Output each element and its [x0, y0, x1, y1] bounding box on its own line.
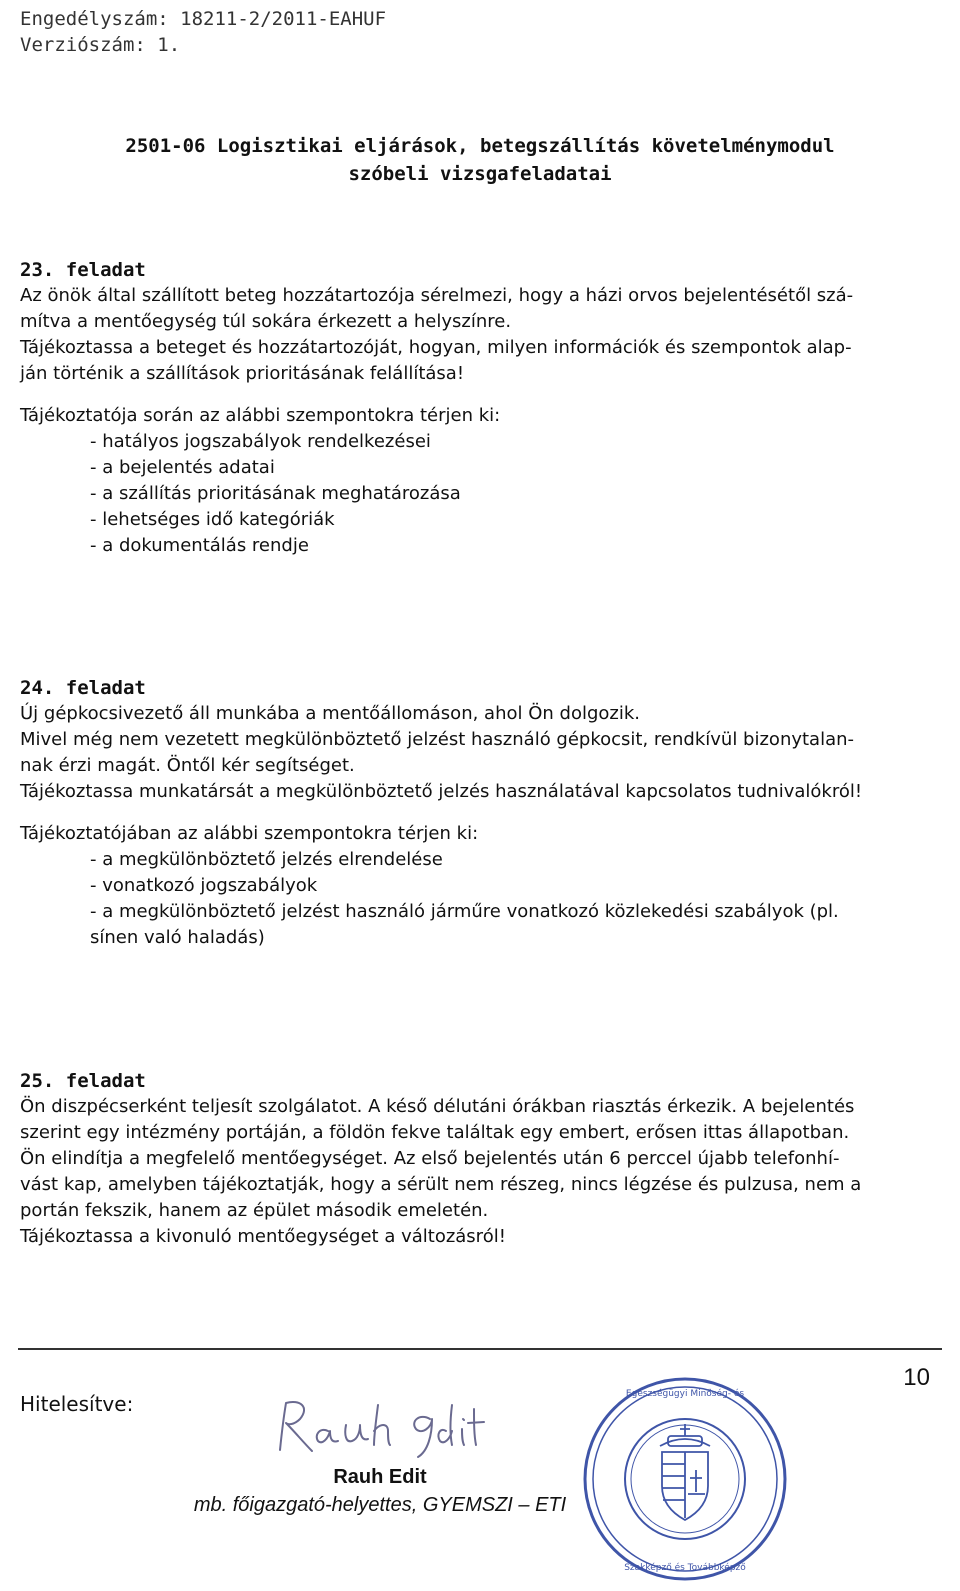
svg-text:Szakképző és Továbbképző: Szakképző és Továbbképző	[624, 1563, 746, 1573]
aspect-item: sínen való haladás)	[90, 927, 265, 948]
task-text-line: portán fekszik, hanem az épület második emeletén.	[20, 1200, 489, 1221]
page-number: 10	[903, 1364, 930, 1391]
document-header	[20, 6, 386, 58]
handwritten-signature	[270, 1395, 500, 1469]
aspects-intro: Tájékoztatója során az alábbi szempontokra térjen ki:	[20, 405, 501, 426]
license-number: Engedélyszám: 18211-2/2011-EAHUF	[20, 8, 387, 30]
task-25	[20, 1068, 938, 1250]
aspect-item: - a megkülönböztető jelzést használó járműre vonatkozó közlekedési szabályok (pl.	[90, 901, 839, 922]
version-number: Verziószám: 1.	[20, 34, 181, 56]
task-text-line: Ön diszpécserként teljesít szolgálatot. A késő délutáni órákban riasztás érkezik. A bejelentés	[20, 1096, 855, 1117]
task-text-line: szerint egy intézmény portáján, a földön fekve találtak egy embert, erősen ittas állapotban.	[20, 1122, 850, 1143]
svg-text:Egészségügyi Minőség- és: Egészségügyi Minőség- és	[625, 1389, 745, 1399]
aspects-intro: Tájékoztatójában az alábbi szempontokra térjen ki:	[20, 823, 479, 844]
task-number: 24. feladat	[20, 677, 146, 699]
task-text-line: Ön elindítja a megfelelő mentőegységet. Az első bejelentés után 6 perccel újabb telefonhí-	[20, 1148, 840, 1169]
aspect-item: - a dokumentálás rendje	[90, 535, 309, 556]
authenticated-label: Hitelesítve:	[20, 1392, 134, 1416]
task-23	[20, 257, 938, 559]
task-text-line: Tájékoztassa a beteget és hozzátartozóját, hogyan, milyen információk és szempontok alap-	[20, 337, 852, 358]
footer-divider	[18, 1348, 942, 1350]
task-number: 25. feladat	[20, 1070, 146, 1092]
task-text-line: ján történik a szállítások prioritásának felállítása!	[20, 363, 465, 384]
title-line-2: szóbeli vizsgafeladatai	[348, 163, 612, 185]
page-title	[0, 132, 960, 188]
official-seal	[580, 1374, 790, 1588]
signer-name: Rauh Edit	[333, 1466, 427, 1488]
aspect-item: - lehetséges idő kategóriák	[90, 509, 335, 530]
aspect-item: - a megkülönböztető jelzés elrendelése	[90, 849, 443, 870]
task-number: 23. feladat	[20, 259, 146, 281]
task-24	[20, 675, 938, 951]
task-text-line: vást kap, amelyben tájékoztatják, hogy a sérült nem részeg, nincs légzése és pulzusa, nem a	[20, 1174, 862, 1195]
task-text-line: Az önök által szállított beteg hozzátartozója sérelmezi, hogy a házi orvos bejelentésétől szá-	[20, 285, 854, 306]
aspect-item: - vonatkozó jogszabályok	[90, 875, 318, 896]
aspect-item: - a szállítás prioritásának meghatározása	[90, 483, 461, 504]
task-text-line: nak érzi magát. Öntől kér segítséget.	[20, 755, 355, 776]
title-line-1: 2501-06 Logisztikai eljárások, betegszállítás követelménymodul	[125, 135, 835, 157]
task-text-line: Új gépkocsivezető áll munkába a mentőállomáson, ahol Ön dolgozik.	[20, 703, 640, 724]
task-text-line: mítva a mentőegység túl sokára érkezett a helyszínre.	[20, 311, 512, 332]
aspect-item: - a bejelentés adatai	[90, 457, 275, 478]
signer-title: mb. főigazgató-helyettes, GYEMSZI – ETI	[193, 1494, 567, 1516]
task-text-line: Mivel még nem vezetett megkülönböztető jelzést használó gépkocsit, rendkívül bizonytalan-	[20, 729, 855, 750]
task-text-line: Tájékoztassa munkatársát a megkülönböztető jelzés használatával kapcsolatos tudnivalókról!	[20, 781, 863, 802]
task-text-line: Tájékoztassa a kivonuló mentőegységet a változásról!	[20, 1226, 506, 1247]
aspect-item: - hatályos jogszabályok rendelkezései	[90, 431, 431, 452]
